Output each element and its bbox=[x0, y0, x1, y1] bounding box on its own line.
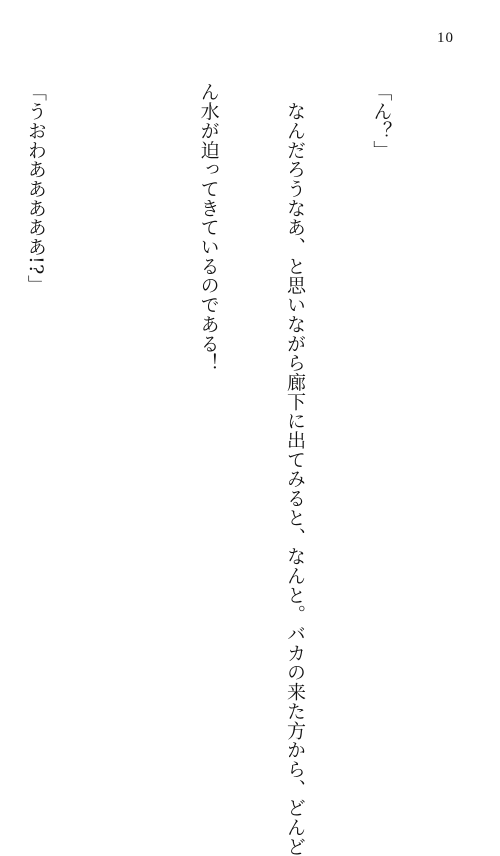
paragraph-gap bbox=[107, 82, 136, 672]
novel-text-block bbox=[0, 82, 453, 856]
text-line: 「うおわあああああ!?」 bbox=[24, 82, 47, 295]
text-line: ん水が迫ってきているのである！ bbox=[197, 82, 220, 373]
text-line: なんだろうなあ、と思いながら廊下に出てみると、なんと。バカの来た方から、どんど bbox=[284, 82, 307, 856]
text-line: 「ん？」 bbox=[370, 82, 393, 160]
page-number: 10 bbox=[437, 30, 454, 46]
